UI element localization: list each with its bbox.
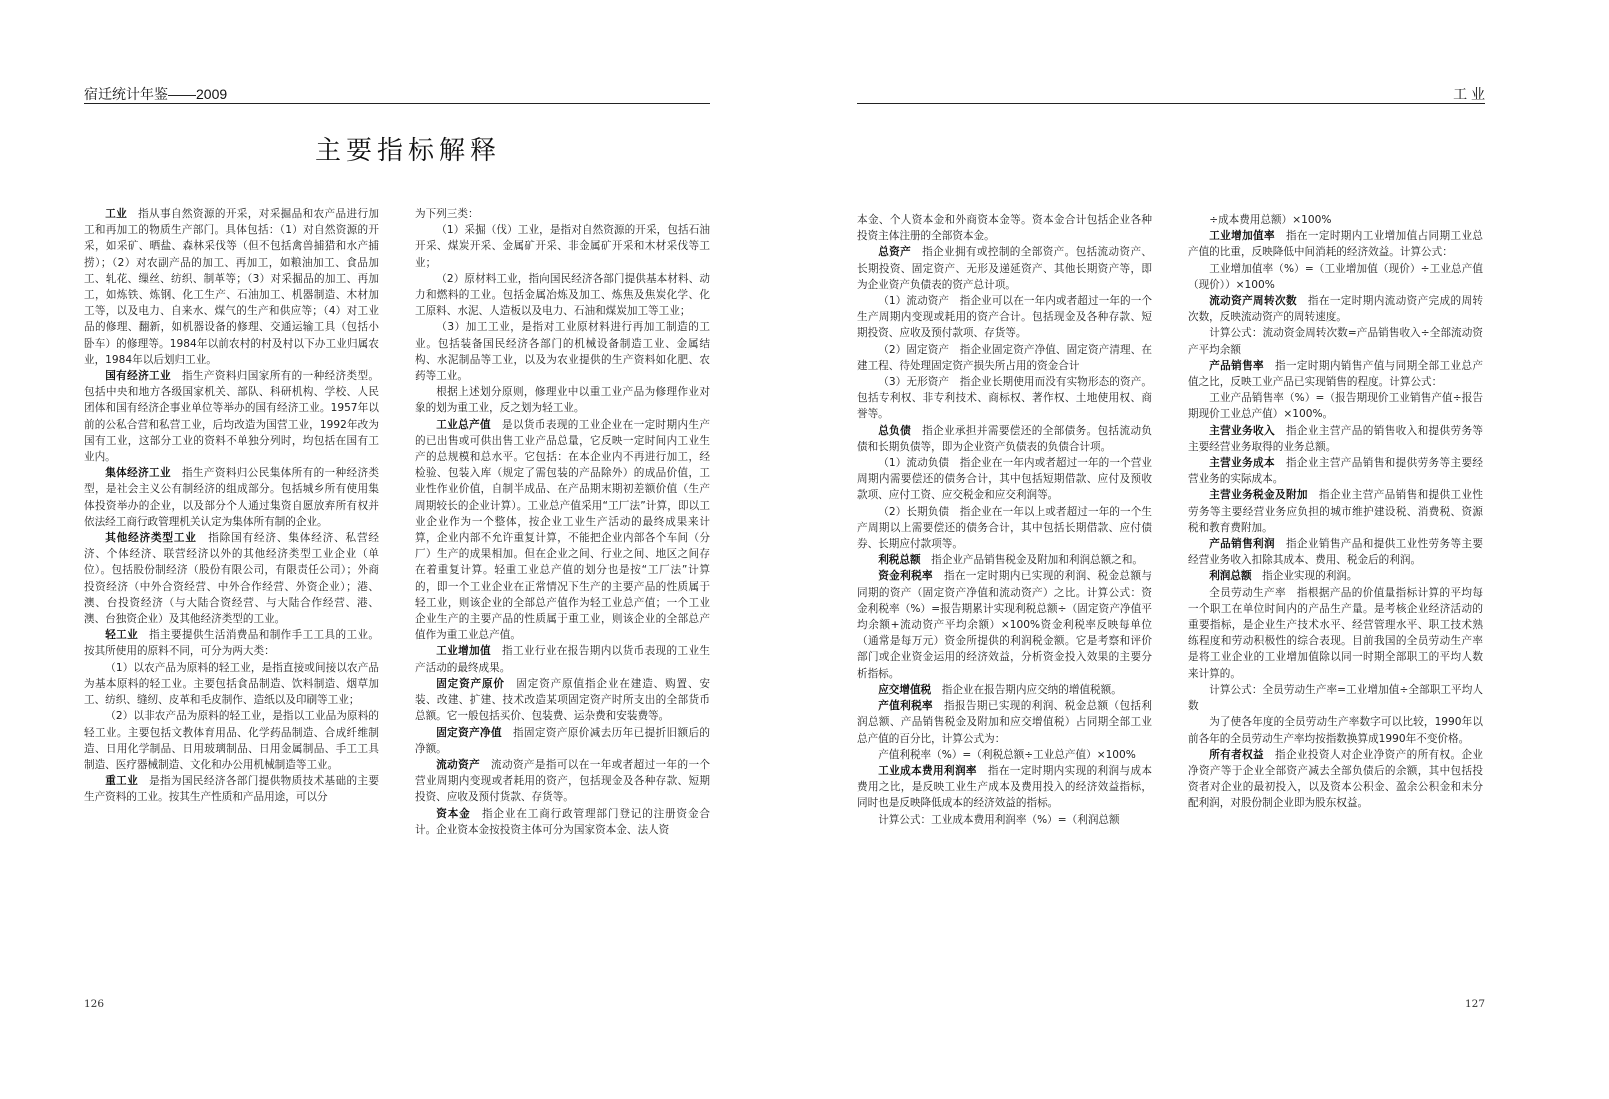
- definition-text: （2）原材料工业，指向国民经济各部门提供基本材料、动力和燃料的工业。包括金属冶炼及加工、炼焦及焦炭化学、化工原料、水泥、人造板以及电力、石油和煤炭加工等工业；: [415, 272, 710, 318]
- definition-text: 指企业产品销售税金及附加和利润总额之和。: [931, 554, 1144, 567]
- term-heading: 主营业务收入: [1209, 424, 1275, 437]
- definition-text: 本金、个人资本金和外商资本金等。资本金合计包括企业各种投资主体注册的全部资本金。: [857, 214, 1152, 243]
- paragraph: [857, 374, 1152, 423]
- definition-text: 指在一定时期内实现的利润与成本费用之比，是反映工业生产成本及费用投入的经济效益指标，同时也是反映降低成本的经济效益的指标。: [857, 764, 1153, 810]
- definition-text: 指生产资料归公民集体所有的一种经济类型，是社会主义公有制经济的组成部分。包括城乡所有使用集体投资举办的企业，以及部分个人通过集资自愿放弃所有权并依法经工商行政管理机关认定为集体所有制的企业。: [84, 467, 380, 528]
- paragraph: [1188, 585, 1483, 682]
- definition-text: 指在一定时期内已实现的利润、税金总额与同期的资产（固定资产净值和流动资产）之比。计算公式：资金利税率（%）=报告期累计实现利税总额÷（固定资产净值平均余额+流动资产平均余额）×100%资金利税率反映每单位（通常是每万元）资金所提供的利润税金额。它是考察和评价部门或企业资金运用的经济效益，分析资金投入效果的主要分析指标。: [857, 570, 1153, 680]
- term-heading: 其他经济类型工业: [105, 532, 197, 545]
- definition-text: 是指为国民经济各部门提供物质技术基础的主要生产资料的工业。按其生产性质和产品用途，可以分: [84, 775, 380, 804]
- definition-text: ÷成本费用总额）×100%: [1209, 214, 1332, 226]
- paragraph: [84, 773, 379, 805]
- paragraph: [1188, 325, 1483, 357]
- term-heading: 流动资产: [436, 758, 481, 771]
- paragraph: [1188, 487, 1483, 536]
- left-page-column-1: [84, 206, 379, 806]
- term-heading: 工业增加值率: [1209, 230, 1275, 243]
- definition-text: （2）以非农产品为原料的轻工业，是指以工业品为原料的轻工业。主要包括文教体育用品、化学药品制造、合成纤维制造、日用化学制品、日用玻璃制品、日用金属制品、手工工具制造、医疗器械制造、文化和办公用机械制造等工业。: [84, 710, 379, 771]
- page-title: 主要指标解释: [315, 136, 502, 166]
- paragraph: [415, 806, 710, 838]
- paragraph: [415, 222, 710, 271]
- paragraph: [857, 423, 1152, 455]
- definition-text: 固定资产原值指企业在建造、购置、安装、改建、扩建、技术改造某项固定资产时所支出的全部货币总额。它一般包括买价、包装费、运杂费和安装费等。: [415, 677, 711, 723]
- term-heading: 固定资产净值: [436, 726, 502, 739]
- paragraph: [1188, 682, 1483, 714]
- term-heading: 主营业务成本: [1209, 457, 1275, 470]
- paragraph: [415, 725, 710, 757]
- page-number-left: 126: [84, 998, 105, 1010]
- definition-text: 指企业在工商行政管理部门登记的注册资金合计。企业资本金按投资主体可分为国家资本金、法人资: [415, 807, 711, 836]
- right-page-column-1: [857, 212, 1152, 828]
- definition-text: 产值利税率（%）=（利税总额÷工业总产值）×100%: [878, 748, 1136, 761]
- term-heading: 流动资产周转次数: [1209, 295, 1297, 308]
- definition-text: 指在一定时期内工业增加值占同期工业总产值的比重，反映降低中间消耗的经济效益。计算公式：: [1188, 230, 1484, 259]
- right-page: [805, 0, 1609, 1099]
- term-heading: 工业总产值: [436, 418, 492, 431]
- paragraph: [84, 206, 379, 368]
- paragraph: [415, 676, 710, 725]
- left-page-column-2: [415, 206, 710, 838]
- definition-text: 是以货币表现的工业企业在一定时期内生产的已出售或可供出售工业产品总量，它反映一定时间内工业生产的总规模和总水平。它包括：在本企业内不再进行加工，经检验、包装入库（规定了需包装的产品除外）的成品价值，工业性作业价值，自制半成品、在产品期末期初差额价值（生产周期较长的企业计算）。工业总产值采用“工厂法”计算，即以工业企业作为一个整体，按企业工业生产活动的最终成果来计算，企业内部不允许重复计算，不能把企业内部各个车间（分厂）生产的成果相加。但在企业之间、行业之间、地区之间存在着重复计算。轻重工业总产值的划分也是按“工厂法”计算的，即一个工业企业在正常情况下生产的主要产品的性质属于轻工业，则该企业的全部总产值作为轻工业总产值；一个工业企业生产的主要产品的性质属于重工业，则该企业的全部总产值作为重工业总产值。: [415, 418, 711, 642]
- term-heading: 利润总额: [1209, 570, 1252, 583]
- definition-text: 指除国有经济、集体经济、私营经济、个体经济、联营经济以外的其他经济类型工业企业（单位）。包括股份制经济（股份有限公司，有限责任公司）；外商投资经济（中外合资经营、中外合作经营、外资企业）；港、澳、台投资经济（与大陆合资经营、与大陆合作经营、港、澳、台独资企业）及其他经济类型的工业。: [84, 532, 380, 626]
- definition-text: 计算公式：全员劳动生产率=工业增加值÷全部职工平均人数: [1188, 683, 1483, 713]
- term-heading: 资金利税率: [878, 570, 934, 583]
- definition-text: 指从事自然资源的开采，对采掘品和农产品进行加工和再加工的物质生产部门。具体包括：（1）对自然资源的开采，如采矿、晒盐、森林采伐等（但不包括禽兽捕猎和水产捕捞）；（2）对农副产品的加工、再加工，如粮油加工、食品加工、轧花、缫丝、纺织、制革等；（3）对采掘品的加工、再加工，如炼铁、炼钢、化工生产、石油加工、机器制造、木材加工等，以及电力、自来水、煤气的生产和供应等；（4）对工业品的修理、翻新，如机器设备的修理、交通运输工具（包括小卧车）的修理等。1984年以前农村的村及村以下办工业归属农业，1984年以后划归工业。: [84, 208, 380, 366]
- paragraph: [1188, 212, 1483, 228]
- term-heading: 所有者权益: [1209, 748, 1265, 761]
- term-heading: 产品销售率: [1209, 359, 1265, 372]
- definition-text: 指固定资产原价减去历年已提折旧额后的净额。: [415, 726, 711, 755]
- definition-text: 流动资产是指可以在一年或者超过一年的一个营业周期内变现或者耗用的资产，包括现金及各种存款、短期投资、应收及预付货款、存货等。: [415, 758, 711, 804]
- paragraph: [1188, 536, 1483, 568]
- paragraph: [1188, 358, 1483, 390]
- paragraph: [1188, 423, 1483, 455]
- term-heading: 资本金: [436, 807, 471, 820]
- definition-text: 指在一定时期内流动资产完成的周转次数，反映流动资产的周转速度。: [1188, 295, 1484, 324]
- paragraph: [857, 293, 1152, 342]
- term-heading: 工业: [105, 208, 128, 220]
- definition-text: 指企业实现的利润。: [1262, 570, 1358, 583]
- term-heading: 工业成本费用利润率: [878, 764, 977, 777]
- paragraph: [415, 384, 710, 416]
- definition-text: 全员劳动生产率 指根据产品的价值量指标计算的平均每一个职工在单位时间内的产品生产量。是考核企业经济活动的重要指标，是企业生产技术水平、经营管理水平、职工技术熟练程度和劳动积极性的综合表现。目前我国的全员劳动生产率是将工业企业的工业增加值除以同一时期全部职工的平均人数来计算的。: [1188, 586, 1483, 680]
- definition-text: （2）固定资产 指企业固定资产净值、固定资产清理、在建工程、待处理固定资产损失所占用的资金合计: [857, 343, 1152, 372]
- paragraph: [857, 552, 1152, 568]
- paragraph: [84, 660, 379, 709]
- definition-text: 指报告期已实现的利润、税金总额（包括利润总额、产品销售税金及附加和应交增值税）占同期全部工业总产值的百分比，计算公式为：: [857, 700, 1153, 745]
- paragraph: [84, 708, 379, 773]
- running-head-left: 宿迁统计年鉴——2009: [84, 86, 228, 102]
- definition-text: （3）无形资产 指企业长期使用而没有实物形态的资产。包括专利权、非专利技术、商标权、著作权、土地使用权、商誉等。: [857, 376, 1152, 421]
- definition-text: 工业产品销售率（%）=（报告期现价工业销售产值÷报告期现价工业总产值）×100%。: [1188, 392, 1483, 421]
- paragraph: [1188, 228, 1483, 260]
- term-heading: 总资产: [878, 246, 912, 259]
- term-heading: 应交增值税: [878, 683, 932, 696]
- definition-text: 指企业承担并需要偿还的全部债务。包括流动负债和长期负债等，即为企业资产负债表的负债合计项。: [857, 424, 1153, 453]
- paragraph: [1188, 455, 1483, 487]
- left-page: [0, 0, 804, 1099]
- paragraph: [84, 465, 379, 530]
- paragraph: [1188, 568, 1483, 584]
- paragraph: [857, 682, 1152, 698]
- definition-text: 指企业主营产品的销售收入和提供劳务等主要经营业务取得的业务总额。: [1188, 424, 1484, 453]
- definition-text: （3）加工工业，是指对工业原材料进行再加工制造的工业。包括装备国民经济各部门的机械设备制造工业、金属结构、水泥制品等工业，以及为农业提供的生产资料如化肥、农药等工业。: [415, 321, 710, 383]
- definition-text: 工业增加值率（%）=（工业增加值（现价）÷工业总产值（现价））×100%: [1188, 262, 1483, 291]
- definition-text: 指企业主营产品销售和提供工业性劳务等主要经营业务应负担的城市维护建设税、消费税、资源税和教育费附加。: [1188, 489, 1484, 534]
- term-heading: 利税总额: [878, 554, 921, 567]
- term-heading: 主营业务税金及附加: [1209, 489, 1308, 502]
- definition-text: 指企业销售产品和提供工业性劳务等主要经营业务收入扣除其成本、费用、税金后的利润。: [1188, 538, 1484, 567]
- term-heading: 国有经济工业: [105, 370, 171, 383]
- definition-text: 指生产资料归国家所有的一种经济类型。包括中央和地方各级国家机关、部队、科研机构、学校、人民团体和国有经济企事业单位等举办的国有经济工业。1957年以前的公私合营和私营工业，后均改造为国营工业，1992年改为国有工业，这部分工业的资料不单独分列时，均包括在国有工业内。: [84, 370, 380, 464]
- definition-text: 计算公式：工业成本费用利润率（%）=（利润总额: [878, 813, 1120, 826]
- paragraph: [415, 206, 710, 222]
- definition-text: 为了使各年度的全员劳动生产率数字可以比较，1990年以前各年的全员劳动生产率均按指数换算成1990年不变价格。: [1188, 716, 1483, 745]
- running-head-right: 工 业: [1453, 86, 1485, 102]
- term-heading: 产值利税率: [878, 700, 934, 713]
- paragraph: [857, 504, 1152, 553]
- definition-text: （1）流动负债 指企业在一年内或者超过一年的一个营业周期内需要偿还的债务合计，其中包括短期借款、应付及预收款项、应付工资、应交税金和应交利润等。: [857, 457, 1152, 502]
- term-heading: 固定资产原价: [436, 677, 505, 690]
- definition-text: 为下列三类：: [415, 208, 479, 220]
- paragraph: [84, 368, 379, 465]
- definition-text: （2）长期负债 指企业在一年以上或者超过一年的一个生产周期以上需要偿还的债务合计，其中包括长期借款、应付债券、长期应付款项等。: [857, 505, 1152, 551]
- definition-text: 指企业拥有或控制的全部资产。包括流动资产、长期投资、固定资产、无形及递延资产、其他长期资产等，即为企业资产负债表的资产总计项。: [857, 246, 1153, 291]
- header-rule-left: [84, 103, 710, 104]
- definition-text: 根据上述划分原则，修理业中以重工业产品为修理作业对象的划为重工业，反之划为轻工业。: [415, 386, 710, 415]
- paragraph: [1188, 390, 1483, 422]
- definition-text: 指企业主营产品销售和提供劳务等主要经营业务的实际成本。: [1188, 457, 1484, 486]
- term-heading: 产品销售利润: [1209, 538, 1275, 551]
- definition-text: 指主要提供生活消费品和制作手工工具的工业。按其所使用的原料不同，可分为两大类：: [84, 629, 380, 658]
- paragraph: [857, 812, 1152, 828]
- paragraph: [84, 627, 379, 659]
- definition-text: （1）采掘（伐）工业，是指对自然资源的开采，包括石油开采、煤炭开采、金属矿开采、非金属矿开采和木材采伐等工业；: [415, 224, 710, 269]
- paragraph: [415, 757, 710, 806]
- paragraph: [857, 455, 1152, 504]
- paragraph: [857, 244, 1152, 293]
- definition-text: 指企业在报告期内应交纳的增值税额。: [941, 683, 1122, 696]
- definition-text: 计算公式：流动资金周转次数=产品销售收入÷全部流动资产平均余额: [1188, 327, 1483, 356]
- page-number-right: 127: [1464, 998, 1485, 1010]
- paragraph: [415, 319, 710, 384]
- term-heading: 工业增加值: [436, 645, 492, 658]
- paragraph: [857, 342, 1152, 374]
- term-heading: 集体经济工业: [105, 467, 171, 480]
- definition-text: 指工业行业在报告期内以货币表现的工业生产活动的最终成果。: [415, 645, 711, 674]
- paragraph: [1188, 714, 1483, 746]
- paragraph: [857, 698, 1152, 747]
- definition-text: 指一定时期内销售产值与同期全部工业总产值之比，反映工业产品已实现销售的程度。计算公式：: [1188, 359, 1484, 389]
- paragraph: [857, 212, 1152, 244]
- right-page-column-2: [1188, 212, 1483, 812]
- paragraph: [415, 271, 710, 320]
- paragraph: [1188, 261, 1483, 293]
- paragraph: [415, 643, 710, 675]
- paragraph: [1188, 747, 1483, 812]
- definition-text: 指企业投资人对企业净资产的所有权。企业净资产等于企业全部资产减去全部负债后的余额，其中包括投资者对企业的最初投入，以及资本公积金、盈余公积金和未分配利润，对股份制企业即为股东权益。: [1188, 748, 1484, 810]
- definition-text: （1）以农产品为原料的轻工业，是指直接或间接以农产品为基本原料的轻工业。主要包括食品制造、饮料制造、烟草加工、纺织、缝纫、皮革和毛皮制作、造纸以及印刷等工业；: [84, 661, 379, 707]
- paragraph: [857, 763, 1152, 812]
- term-heading: 重工业: [105, 775, 139, 788]
- paragraph: [84, 530, 379, 627]
- paragraph: [857, 568, 1152, 681]
- paragraph: [857, 747, 1152, 763]
- definition-text: （1）流动资产 指企业可以在一年内或者超过一年的一个生产周期内变现或耗用的资产合计。包括现金及各种存款、短期投资、应收及预付款项、存货等。: [857, 295, 1152, 340]
- paragraph: [415, 417, 710, 644]
- term-heading: 总负债: [878, 424, 912, 437]
- header-rule-right: [857, 103, 1485, 104]
- paragraph: [1188, 293, 1483, 325]
- term-heading: 轻工业: [105, 629, 139, 642]
